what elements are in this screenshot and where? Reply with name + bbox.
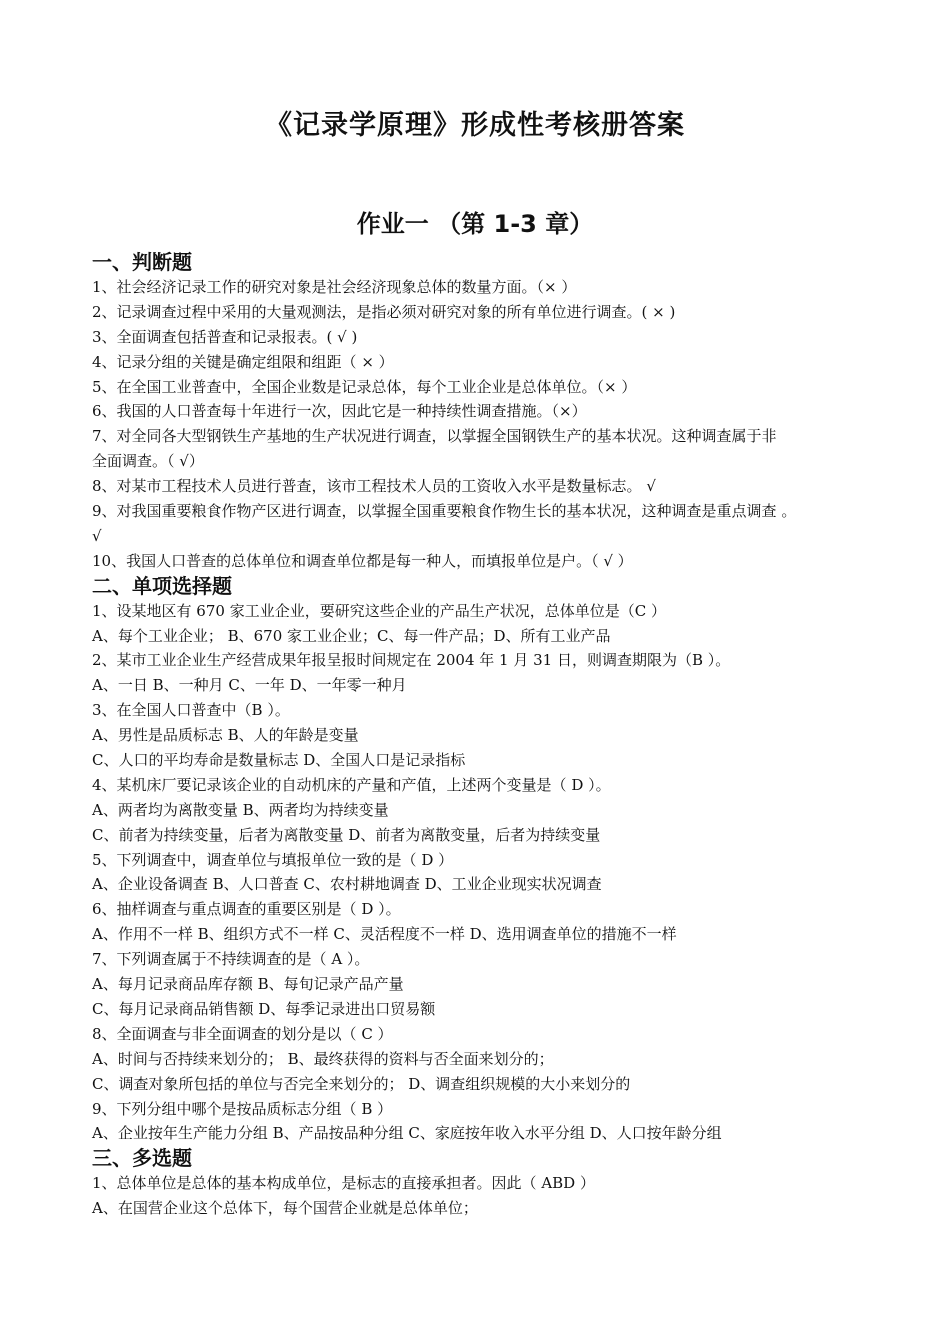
- text-line: A、在国营企业这个总体下，每个国营企业就是总体单位；: [92, 1199, 478, 1218]
- text-line: 10、我国人口普查的总体单位和调查单位都是每一种人，而填报单位是户。（ √ ）: [92, 551, 633, 570]
- assignment-title: 作业一 （第 1-3 章）: [356, 210, 594, 238]
- text-line: 7、对全同各大型钢铁生产基地的生产状况进行调查，以掌握全国钢铁生产的基本状况。这种调查属于非: [92, 427, 777, 446]
- text-line: 2、记录调查过程中采用的大量观测法，是指必须对研究对象的所有单位进行调查。( × ): [92, 302, 676, 321]
- text-line: 5、下列调查中，调查单位与填报单位一致的是（ D ）: [92, 850, 454, 869]
- section-heading: 一、判断题: [92, 250, 192, 274]
- text-line: C、每月记录商品销售额 D、每季记录进出口贸易额: [92, 999, 436, 1018]
- section-heading: 二、单项选择题: [92, 573, 232, 598]
- text-line: 5、在全国工业普查中，全国企业数是记录总体，每个工业企业是总体单位。（× ）: [92, 377, 637, 396]
- text-line: A、男性是品质标志 B、人的年龄是变量: [92, 726, 359, 745]
- text-line: 1、总体单位是总体的基本构成单位，是标志的直接承担者。因此（ ABD ）: [92, 1174, 595, 1193]
- text-line: 3、在全国人口普查中（B ）。: [92, 701, 290, 720]
- text-line: 4、某机床厂要记录该企业的自动机床的产量和产值，上述两个变量是（ D ）。: [92, 775, 611, 794]
- text-line: A、每月记录商品库存额 B、每旬记录产品产量: [92, 975, 404, 994]
- section-heading: 三、多选题: [92, 1146, 192, 1171]
- text-line: A、一日 B、一种月 C、一年 D、一年零一种月: [92, 676, 407, 695]
- text-line: C、人口的平均寿命是数量标志 D、全国人口是记录指标: [92, 751, 466, 770]
- text-line: A、作用不一样 B、组织方式不一样 C、灵活程度不一样 D、选用调查单位的措施不一样: [92, 925, 677, 944]
- text-line: C、调查对象所包括的单位与否完全来划分的； D、调查组织规模的大小来划分的: [92, 1074, 631, 1093]
- text-line: A、企业按年生产能力分组 B、产品按品种分组 C、家庭按年收入水平分组 D、人口按年龄分组: [92, 1124, 722, 1143]
- text-line: 1、设某地区有 670 家工业企业，要研究这些企业的产品生产状况，总体单位是（C ）: [92, 601, 666, 620]
- document-title: 《记录学原理》形成性考核册答案: [265, 110, 685, 141]
- text-line: A、企业设备调查 B、人口普查 C、农村耕地调查 D、工业企业现实状况调查: [92, 875, 602, 894]
- text-line: 8、对某市工程技术人员进行普查，该市工程技术人员的工资收入水平是数量标志。 √: [92, 477, 656, 496]
- text-line: 4、记录分组的关键是确定组限和组距（ × ）: [92, 352, 394, 371]
- section-single-choice: [92, 574, 872, 1147]
- text-line: A、每个工业企业； B、670 家工业企业；C、每一件产品；D、所有工业产品: [92, 626, 611, 645]
- text-line: 6、我国的人口普查每十年进行一次，因此它是一种持续性调查措施。（×）: [92, 402, 587, 421]
- text-line: A、两者均为离散变量 B、两者均为持续变量: [92, 800, 389, 819]
- text-line: √: [92, 526, 102, 545]
- document-body: [92, 250, 872, 1221]
- text-line: A、时间与否持续来划分的； B、最终获得的资料与否全面来划分的；: [92, 1049, 554, 1068]
- section-true-false: [92, 250, 872, 574]
- text-line: 6、抽样调查与重点调查的重要区别是（ D ）。: [92, 900, 401, 919]
- text-line: 9、对我国重要粮食作物产区进行调查，以掌握全国重要粮食作物生长的基本状况，这种调查是重点调查 。: [92, 502, 797, 521]
- text-line: 7、下列调查属于不持续调查的是（ A ）。: [92, 950, 370, 969]
- text-line: 3、全面调查包括普查和记录报表。( √ ): [92, 327, 358, 346]
- text-line: 1、社会经济记录工作的研究对象是社会经济现象总体的数量方面。（× ）: [92, 278, 577, 296]
- text-line: 2、某市工业企业生产经营成果年报呈报时间规定在 2004 年 1 月 31 日，则调查期限为（B ）。: [92, 651, 731, 670]
- section-multiple-choice: [92, 1146, 872, 1221]
- text-line: C、前者为持续变量，后者为离散变量 D、前者为离散变量，后者为持续变量: [92, 825, 601, 844]
- text-line: 8、全面调查与非全面调查的划分是以（ C ）: [92, 1024, 393, 1043]
- text-line: 全面调查。（ √）: [92, 452, 204, 471]
- text-line: 9、下列分组中哪个是按品质标志分组（ B ）: [92, 1099, 393, 1118]
